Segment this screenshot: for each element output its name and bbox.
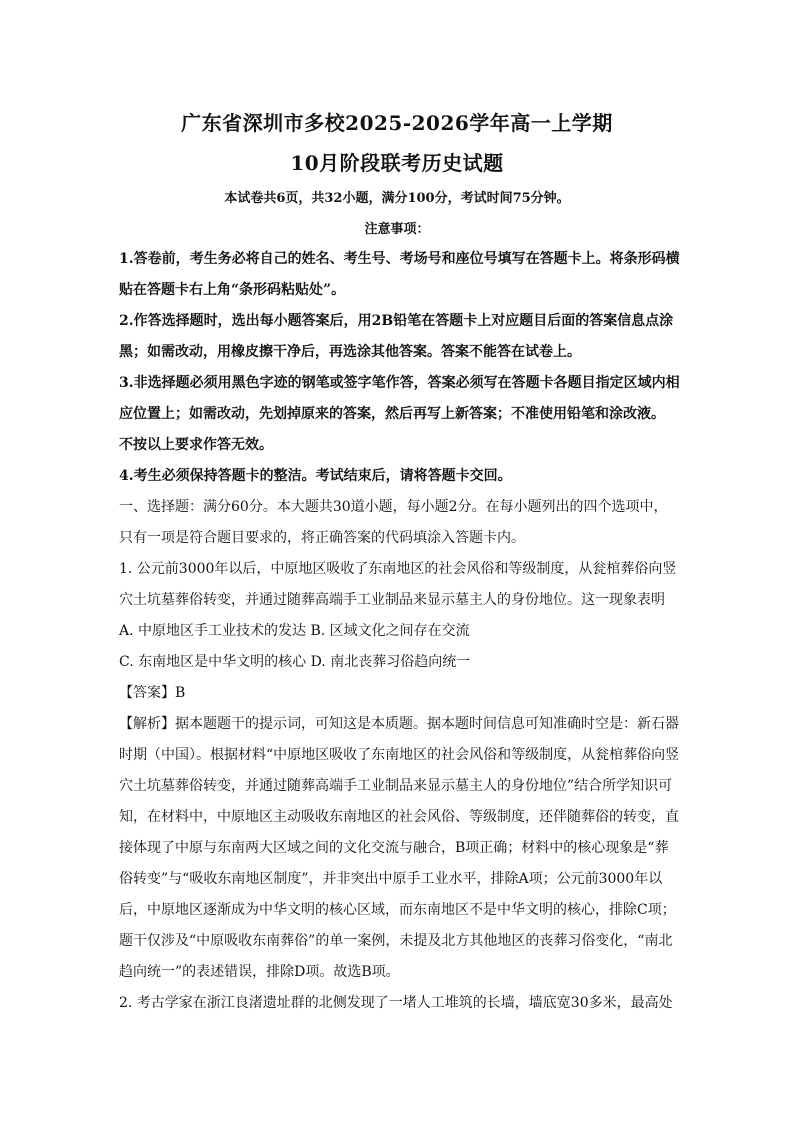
notice-1-line-1: 1.答卷前，考生务必将自己的姓名、考生号、考场号和座位号填写在答题卡上。将条形码横 [119, 251, 680, 267]
q1-analysis-line-4: 知，在材料中，中原地区主动吸收东南地区的社会风俗、等级制度，还伴随葬俗的转变，直 [119, 809, 679, 825]
notice-3-line-3: 不按以上要求作答无效。 [119, 437, 273, 453]
section-intro-line-1: 一、选择题：满分60分。本大题共30道小题，每小题2分。在每小题列出的四个选项中， [119, 499, 668, 515]
q1-analysis-line-2: 时期（中国）。根据材料“中原地区吸收了东南地区的社会风俗和等级制度，从瓮棺葬俗向竖 [119, 747, 680, 763]
q1-analysis-line-8: 题干仅涉及“中原吸收东南葬俗”的单一案例，未提及北方其他地区的丧葬习俗变化，“南北 [119, 933, 673, 949]
q1-options-ab: A. 中原地区手工业技术的发达 B. 区域文化之间存在交流 [119, 623, 470, 639]
q1-analysis-line-5: 接体现了中原与东南两大区域之间的文化交流与融合，B项正确；材料中的核心现象是“葬 [119, 840, 669, 856]
q1-analysis-line-3: 穴土坑墓葬俗转变，并通过随葬高端手工业制品来显示墓主人的身份地位”结合所学知识可 [119, 778, 673, 794]
q1-stem-line-1: 1. 公元前3000年以后，中原地区吸收了东南地区的社会风俗和等级制度，从瓮棺葬俗向竖 [119, 561, 677, 577]
title-line-2: 10月阶段联考历史试题 [290, 151, 504, 175]
q1-analysis-line-9: 趋向统一”的表述错误，排除D项。故选B项。 [119, 964, 400, 980]
q2-stem-line-1: 2. 考古学家在浙江良渚遗址群的北侧发现了一堵人工堆筑的长墙，墙底宽30多米，最高处 [119, 995, 673, 1011]
q1-analysis-line-7: 后，中原地区逐渐成为中华文明的核心区域，而东南地区不是中华文明的核心，排除C项； [119, 902, 676, 918]
notice-list [119, 244, 681, 492]
notice-2-line-1: 2.作答选择题时，选出每小题答案后，用2B铅笔在答题卡上对应题目后面的答案信息点涂 [119, 313, 674, 329]
notice-1-line-2: 贴在答题卡右上角“条形码粘贴处”。 [119, 282, 346, 298]
notice-3-line-2: 应位置上；如需改动，先划掉原来的答案，然后再写上新答案；不准使用铅笔和涂改液。 [119, 406, 665, 422]
exam-info: 本试卷共6页，共32小题，满分100分，考试时间75分钟。 [224, 191, 570, 206]
notice-3-line-1: 3.非选择题必须用黑色字迹的钢笔或签字笔作答，答案必须写在答题卡各题目指定区域内相 [119, 375, 680, 391]
q1-analysis-line-6: 俗转变”与“吸收东南地区制度”，并非突出中原手工业水平，排除A项；公元前3000年以 [119, 871, 663, 887]
q1-options-cd: C. 东南地区是中华文明的核心 D. 南北丧葬习俗趋向统一 [119, 654, 471, 670]
notice-2-line-2: 黑；如需改动，用橡皮擦干净后，再选涂其他答案。答案不能答在试卷上。 [119, 344, 581, 360]
q1-analysis-line-1: 【解析】据本题题干的提示词，可知这是本质题。据本题时间信息可知准确时空是：新石器 [119, 716, 679, 732]
question-section [119, 492, 681, 1019]
q1-stem-line-2: 穴土坑墓葬俗转变，并通过随葬高端手工业制品来显示墓主人的身份地位。这一现象表明 [119, 592, 665, 608]
q1-answer: 【答案】B [119, 685, 186, 701]
section-intro-line-2: 只有一项是符合题目要求的，将正确答案的代码填涂入答题卡内。 [119, 530, 525, 546]
notice-heading: 注意事项： [364, 222, 430, 237]
title-line-1: 广东省深圳市多校2025-2026学年高一上学期 [181, 111, 613, 135]
notice-4-line-1: 4.考生必须保持答题卡的整洁。考试结束后，请将答题卡交回。 [119, 468, 512, 484]
